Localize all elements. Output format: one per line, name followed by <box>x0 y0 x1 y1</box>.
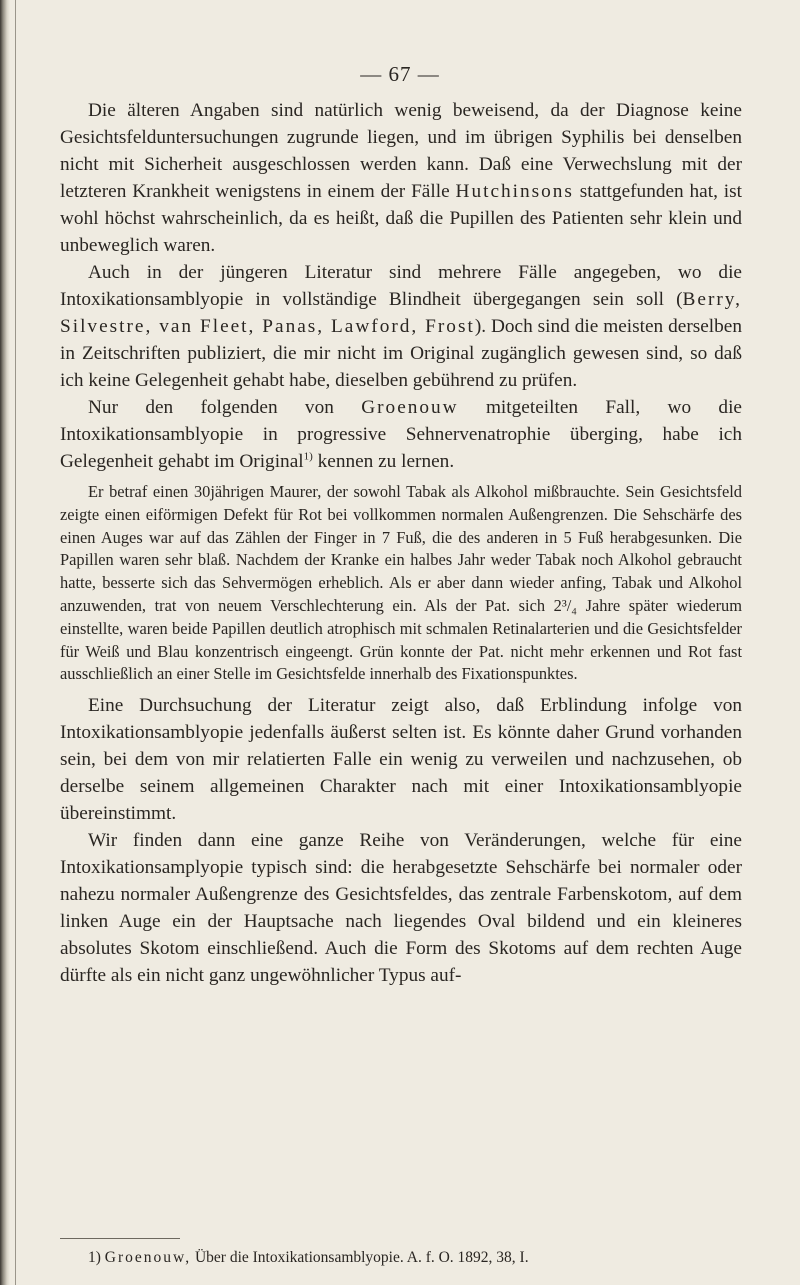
paragraph-5: Wir finden dann eine ganze Reihe von Veränderungen, welche für eine Intoxikationsamplyopie typisch sind: die herabgesetzte Sehschärfe bei normaler oder nahezu normaler Außengrenze des Gesichtsfeldes, das zentrale Farbenskotom, auf dem linken Auge ein der Hauptsache nach liegendes Oval bildend und ein kleineres absolutes Skotom einschließend. Auch die Form des Skotoms auf dem rechten Auge dürfte als ein nicht ganz ungewöhnlicher Typus auf- <box>60 830 742 987</box>
fraction-years: 2³/₄ <box>553 595 578 615</box>
footnote-reference: 1) <box>303 450 313 463</box>
author-name-groenouw: Groenouw <box>361 397 459 418</box>
footnote-divider <box>60 1238 180 1239</box>
case-report: Er betraf einen 30jährigen Maurer, der sowohl Tabak als Alkohol mißbrauchte. Sein Gesichtsfeld zeigte einen eiförmigen Defekt für Rot bei vollkommen normalen Außengrenzen. Die Sehschärfe des einen Auges war auf das Zählen der Finger in 7 Fuß, die des anderen in 5 Fuß herabgesunken. Die Papillen waren sehr blaß. Nachdem der Kranke ein halbes Jahr weder Tabak noch Alkohol gebraucht hatte, besserte sich das Sehvermögen erheblich. Als er aber dann wieder anfing, Tabak und Alkohol anzuwenden, trat von neuem Verschlechterung ein. Als der Pat. sich 2³/₄ Jahre später wiederum einstellte, waren beide Papillen deutlich atrophisch mit schmalen Retinalarterien und die Gesichtsfelder für Weiß und Blau konzentrisch eingeengt. Grün konnte der Pat. nicht mehr erkennen und Rot fast ausschließlich an einer Stelle im Gesichtsfelde innerhalb des Fixationspunktes. <box>60 482 742 684</box>
paragraph-4: Eine Durchsuchung der Literatur zeigt also, daß Erblindung infolge von Intoxikationsamblyopie jedenfalls äußerst selten ist. Es könnte daher Grund vorhanden sein, bei dem von mir relatierten Falle ein wenig zu verweilen und nachzusehen, ob derselbe seinem allgemeinen Charakter nach mit einer Intoxikationsamblyopie übereinstimmt. <box>60 695 742 825</box>
book-spine-shadow <box>0 0 10 1285</box>
paragraph-1: Die älteren Angaben sind natürlich wenig beweisend, da der Diagnose keine Gesichtsfelduntersuchungen zugrunde liegen, und im übrigen Syphilis bei denselben nicht mit Sicherheit ausgeschlossen werden kann. Daß eine Verwechslung mit der letzteren Krankheit wenigstens in einem der Fälle Hutchinsons stattgefunden hat, ist wohl höchst wahrscheinlich, da es heißt, daß die Pupillen des Patienten sehr klein und unbeweglich waren. <box>60 100 742 256</box>
author-names-list: Berry, Silvestre, van Fleet, Panas, Lawford, Frost <box>60 289 742 337</box>
main-text-block <box>60 97 742 989</box>
footnote: 1) Groenouw, Über die Intoxikationsamblyopie. A. f. O. 1892, 38, I. <box>88 1249 529 1266</box>
author-name-hutchinson: Hutchinsons <box>455 181 574 202</box>
paragraph-2: Auch in der jüngeren Literatur sind mehrere Fälle angegeben, wo die Intoxikationsamblyopie in vollständige Blindheit übergegangen sein soll (Berry, Silvestre, van Fleet, Panas, Lawford, Frost). Doch sind die meisten derselben in Zeitschriften publiziert, die mir nicht im Original zugänglich gewesen sind, so daß ich keine Gelegenheit gehabt habe, dieselben gebührend zu prüfen. <box>60 262 743 391</box>
footnote-author: Groenouw, <box>104 1249 192 1266</box>
paragraph-3: Nur den folgenden von Groenouw mitgeteilten Fall, wo die Intoxikationsamblyopie in progressive Sehnervenatrophie überging, habe ich Gelegenheit gehabt im Original$^{1)}$ kennen zu lernen. <box>60 397 742 472</box>
margin-line <box>15 0 16 1285</box>
page-number: — 67 — <box>360 62 440 86</box>
